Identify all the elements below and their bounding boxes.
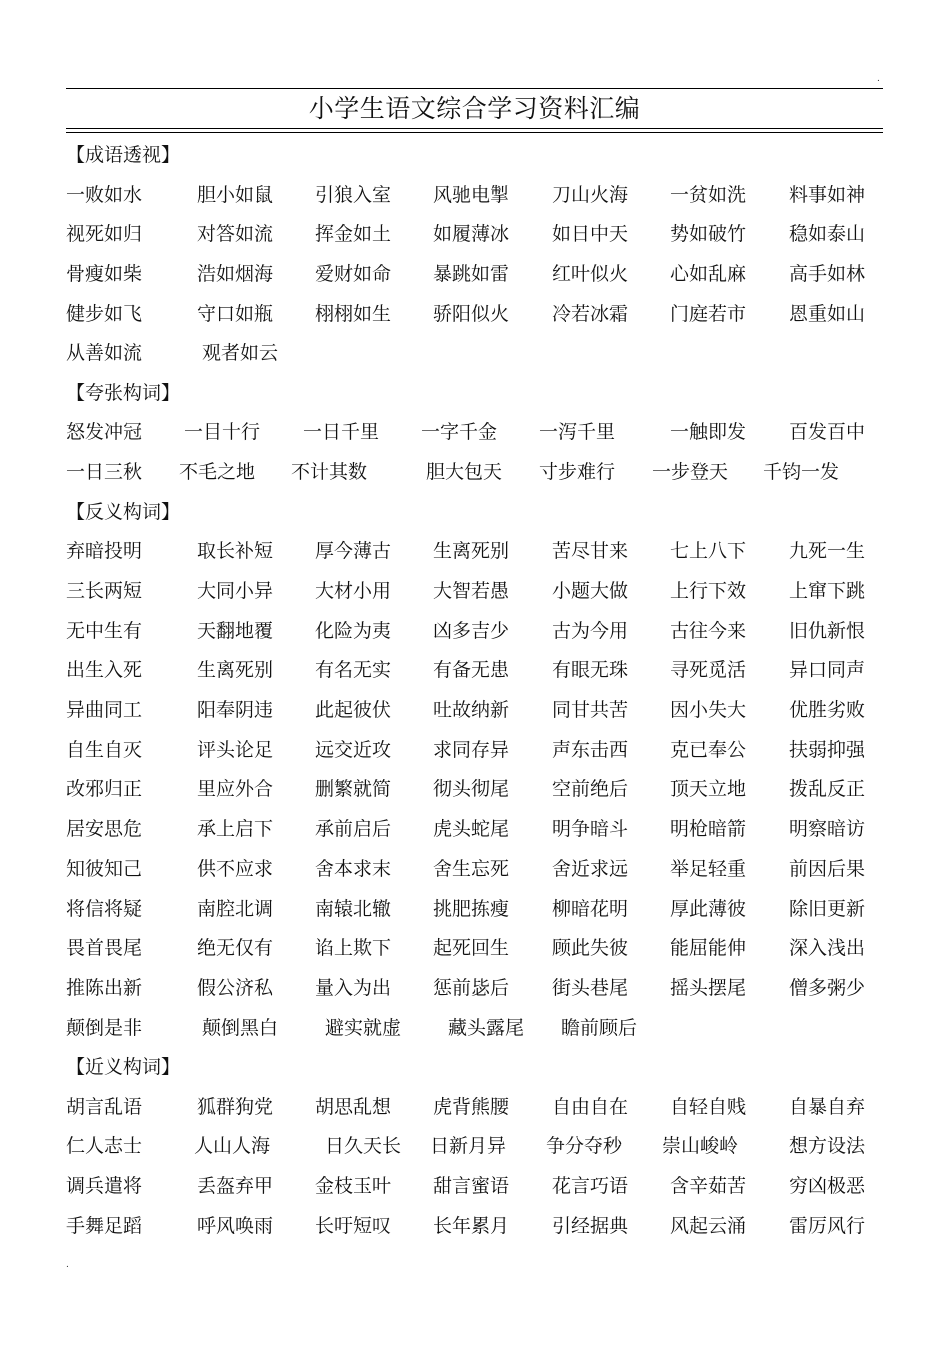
idiom-item: 冷若冰霜 [552,302,629,325]
idiom-item: 日新月异 [430,1135,507,1158]
idiom-item: 有备无患 [433,659,510,682]
idiom-row [66,1167,883,1207]
idiom-item: 高手如林 [789,262,866,285]
idiom-item: 呼风唤雨 [197,1214,274,1237]
idiom-item: 里应外合 [197,778,274,801]
idiom-item: 古为今用 [552,619,629,642]
idiom-item: 爱财如命 [315,262,392,285]
idiom-item: 因小失大 [670,699,747,722]
idiom-row [66,1127,883,1167]
idiom-item: 声东击西 [552,738,629,761]
idiom-item: 异口同声 [789,659,866,682]
idiom-row [66,770,883,810]
idiom-item: 调兵遣将 [66,1175,143,1198]
idiom-item: 从善如流 [66,342,143,365]
idiom-item: 七上八下 [670,540,747,563]
idiom-row [66,1088,883,1128]
idiom-item: 僧多粥少 [789,976,866,999]
idiom-item: 刀山火海 [552,183,629,206]
idiom-item: 怒发冲冠 [66,421,143,444]
idiom-item: 摇头摆尾 [670,976,747,999]
idiom-row [66,453,883,493]
idiom-item: 上窜下跳 [789,580,866,602]
idiom-item: 自轻自贱 [670,1095,747,1118]
idiom-item: 一步登天 [652,461,729,484]
idiom-row [66,176,883,216]
idiom-item: 生离死别 [433,540,510,563]
idiom-item: 一日千里 [303,421,380,444]
idiom-item: 狐群狗党 [197,1095,274,1118]
idiom-item: 胡言乱语 [66,1095,143,1118]
idiom-item: 九死一生 [789,540,866,563]
idiom-item: 颠倒黑白 [202,1016,279,1039]
idiom-item: 仁人志士 [66,1135,143,1158]
idiom-item: 自暴自弃 [789,1095,866,1118]
idiom-item: 自由自在 [552,1095,629,1118]
section-heading: 【反义构词】 [66,500,181,523]
idiom-item: 空前绝后 [552,778,629,801]
title-double-rule-lower [66,132,883,133]
idiom-item: 百发百中 [789,421,866,444]
idiom-item: 手舞足蹈 [66,1214,143,1237]
idiom-item: 求同存异 [433,738,510,761]
idiom-item: 同甘共苦 [552,699,629,722]
idiom-item: 明争暗斗 [552,818,629,841]
idiom-item: 扶弱抑强 [789,738,866,761]
idiom-item: 虎头蛇尾 [433,818,510,841]
idiom-row [66,532,883,572]
idiom-item: 大同小异 [197,580,274,602]
idiom-item: 假公济私 [197,976,274,999]
idiom-item: 甜言蜜语 [433,1175,510,1198]
idiom-row [66,651,883,691]
idiom-item: 红叶似火 [552,262,629,285]
idiom-item: 舍生忘死 [433,857,510,880]
idiom-item: 厚此薄彼 [670,897,747,920]
idiom-row [66,929,883,969]
idiom-item: 弃暗投明 [66,540,143,563]
idiom-item: 一目十行 [184,421,261,444]
idiom-item: 骄阳似火 [433,302,510,325]
section-heading: 【成语透视】 [66,144,181,166]
idiom-item: 挑肥拣瘦 [433,897,510,920]
idiom-item: 金枝玉叶 [315,1175,392,1198]
idiom-item: 供不应求 [197,857,274,880]
idiom-item: 栩栩如生 [315,302,392,325]
idiom-item: 挥金如土 [315,223,392,246]
idiom-item: 藏头露尾 [448,1016,525,1039]
idiom-item: 势如破竹 [670,223,747,246]
idiom-item: 阳奉阴违 [197,699,274,722]
title-double-rule-upper [66,128,883,129]
idiom-item: 寻死觅活 [670,659,747,682]
idiom-item: 凶多吉少 [433,619,510,642]
idiom-item: 不计其数 [291,461,368,484]
footer-mark: . [66,1260,69,1270]
idiom-item: 拨乱反正 [789,778,866,801]
idiom-item: 顾此失彼 [552,937,629,960]
idiom-item: 苦尽甘来 [552,540,629,563]
idiom-row [66,969,883,1009]
idiom-item: 承前启后 [315,818,392,841]
corner-mark: . [877,74,880,84]
idiom-row [66,890,883,930]
idiom-item: 彻头彻尾 [433,778,510,801]
idiom-item: 化险为夷 [315,619,392,642]
idiom-item: 健步如飞 [66,302,143,325]
idiom-item: 绝无仅有 [197,937,274,960]
idiom-item: 风起云涌 [670,1214,747,1237]
idiom-item: 此起彼伏 [315,699,392,722]
idiom-item: 千钧一发 [763,461,840,484]
idiom-item: 寸步难行 [539,461,616,484]
idiom-item: 观者如云 [202,342,279,365]
idiom-item: 顶天立地 [670,778,747,801]
idiom-item: 暴跳如雷 [433,262,510,285]
idiom-item: 举足轻重 [670,857,747,880]
idiom-row [66,255,883,295]
idiom-item: 长年累月 [433,1214,510,1237]
idiom-item: 瞻前顾后 [561,1016,638,1039]
idiom-item: 能屈能伸 [670,937,747,960]
idiom-row [66,572,883,612]
idiom-item: 评头论足 [197,738,274,761]
idiom-row [66,731,883,771]
idiom-item: 三长两短 [66,580,143,602]
idiom-item: 天翻地覆 [197,619,274,642]
idiom-item: 含辛茹苦 [670,1175,747,1198]
document-body [66,136,883,1247]
idiom-item: 前因后果 [789,857,866,880]
idiom-item: 优胜劣败 [789,699,866,722]
idiom-item: 承上启下 [197,818,274,841]
idiom-item: 引狼入室 [315,183,392,206]
idiom-item: 风驰电掣 [433,183,510,206]
idiom-item: 谄上欺下 [315,937,392,960]
idiom-item: 一贫如洗 [670,183,747,206]
idiom-item: 避实就虚 [325,1016,402,1039]
idiom-item: 争分夺秒 [546,1135,623,1158]
idiom-item: 推陈出新 [66,976,143,999]
idiom-item: 大智若愚 [433,580,510,602]
idiom-row [66,215,883,255]
idiom-item: 长吁短叹 [315,1214,392,1237]
idiom-item: 生离死别 [197,659,274,682]
idiom-item: 骨瘦如柴 [66,262,143,285]
idiom-item: 无中生有 [66,619,143,642]
idiom-item: 改邪归正 [66,778,143,801]
idiom-item: 取长补短 [197,540,274,563]
idiom-item: 花言巧语 [552,1175,629,1198]
idiom-item: 出生入死 [66,659,143,682]
idiom-item: 对答如流 [197,223,274,246]
idiom-item: 南腔北调 [197,897,274,920]
idiom-item: 守口如瓶 [197,302,274,325]
idiom-item: 明枪暗箭 [670,818,747,841]
idiom-item: 浩如烟海 [197,262,274,285]
idiom-item: 小题大做 [552,580,629,602]
idiom-row [66,295,883,335]
idiom-item: 街头巷尾 [552,976,629,999]
idiom-item: 明察暗访 [789,818,866,841]
idiom-item: 居安思危 [66,818,143,841]
idiom-item: 量入为出 [315,976,392,999]
idiom-item: 不毛之地 [179,461,256,484]
idiom-item: 厚今薄古 [315,540,392,563]
idiom-item: 丢盔弃甲 [197,1175,274,1198]
idiom-item: 穷凶极恶 [789,1175,866,1198]
section-heading: 【夸张构词】 [66,381,181,404]
idiom-row [66,1207,883,1247]
idiom-item: 胆大包天 [426,461,503,484]
idiom-item: 一泻千里 [539,421,616,444]
idiom-item: 吐故纳新 [433,699,510,722]
idiom-item: 知彼知己 [66,857,143,880]
idiom-item: 深入浅出 [789,937,866,960]
idiom-item: 心如乱麻 [670,262,747,285]
idiom-item: 畏首畏尾 [66,937,143,960]
idiom-item: 雷厉风行 [789,1214,866,1237]
idiom-item: 想方设法 [789,1135,866,1158]
idiom-item: 门庭若市 [670,302,747,325]
idiom-item: 引经据典 [552,1214,629,1237]
idiom-row [66,612,883,652]
idiom-item: 除旧更新 [789,897,866,920]
idiom-item: 舍近求远 [552,857,629,880]
idiom-item: 舍本求末 [315,857,392,880]
idiom-item: 远交近攻 [315,738,392,761]
idiom-item: 如日中天 [552,223,629,246]
page-title: 小学生语文综合学习资料汇编 [308,94,641,123]
idiom-item: 颠倒是非 [66,1016,143,1039]
idiom-item: 稳如泰山 [789,223,866,246]
idiom-row [66,1009,883,1049]
idiom-item: 自生自灭 [66,738,143,761]
idiom-item: 有眼无珠 [552,659,629,682]
idiom-item: 删繁就简 [315,778,392,801]
idiom-item: 一败如水 [66,183,143,206]
idiom-row [66,850,883,890]
idiom-item: 日久天长 [325,1135,402,1158]
idiom-item: 柳暗花明 [552,897,629,920]
idiom-item: 惩前毖后 [433,976,510,999]
idiom-row [66,413,883,453]
idiom-row [66,691,883,731]
idiom-item: 崇山峻岭 [662,1135,739,1158]
idiom-item: 将信将疑 [66,897,143,920]
idiom-item: 古往今来 [670,619,747,642]
idiom-item: 虎背熊腰 [433,1095,510,1118]
idiom-item: 胆小如鼠 [197,183,274,206]
idiom-item: 克已奉公 [670,738,747,761]
idiom-item: 大材小用 [315,580,392,602]
header-rule [66,88,883,89]
idiom-item: 一日三秋 [66,461,143,484]
idiom-item: 视死如归 [66,223,143,246]
idiom-item: 胡思乱想 [315,1095,392,1118]
idiom-item: 异曲同工 [66,699,143,722]
idiom-item: 有名无实 [315,659,392,682]
idiom-item: 一触即发 [670,421,747,444]
idiom-row [66,810,883,850]
idiom-item: 料事如神 [789,183,866,206]
idiom-item: 旧仇新恨 [789,619,866,642]
idiom-item: 如履薄冰 [433,223,510,246]
idiom-item: 上行下效 [670,580,747,602]
section-heading: 【近义构词】 [66,1056,181,1079]
idiom-item: 一字千金 [421,421,498,444]
idiom-item: 人山人海 [194,1135,271,1158]
idiom-item: 南辕北辙 [315,897,392,920]
idiom-row [66,334,883,374]
idiom-item: 恩重如山 [789,302,866,325]
idiom-item: 起死回生 [433,937,510,960]
